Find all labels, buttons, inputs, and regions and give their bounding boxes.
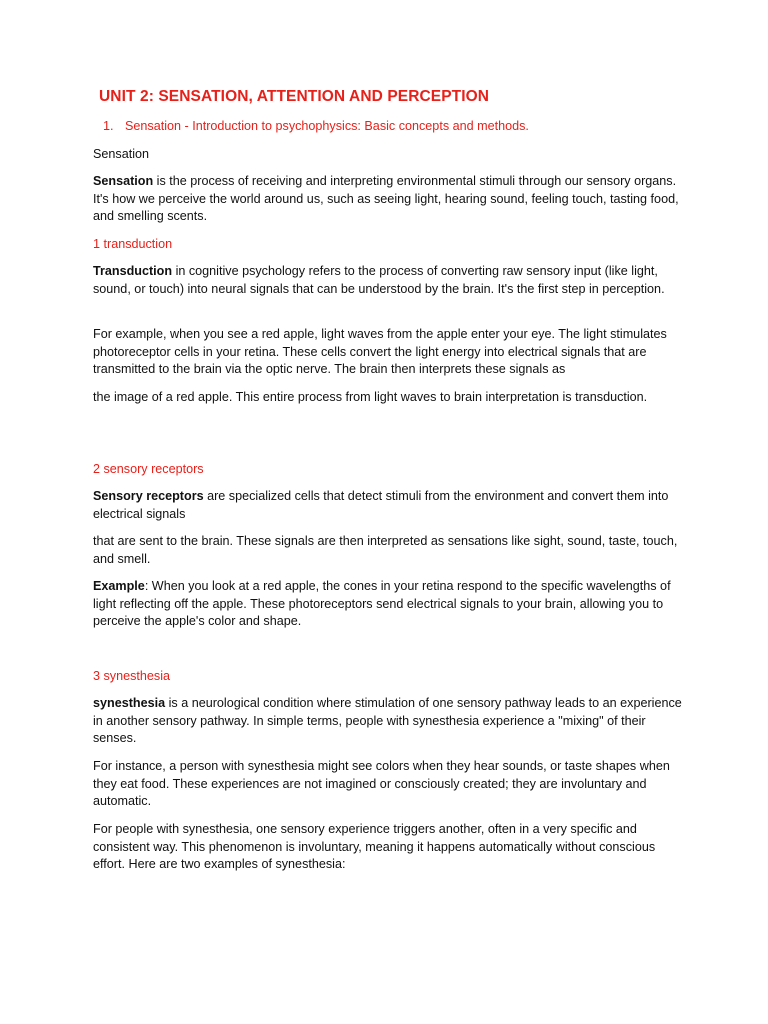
example-paragraph-2: the image of a red apple. This entire process from light waves to brain interpretation is transduction. <box>93 390 648 404</box>
receptors-example <box>93 578 683 631</box>
example-text: : When you look at a red apple, the cones in your retina respond to the specific wavelengths of light reflecting off the apple. These photoreceptors send electrical signals to your brain, allowing you to perceive the apple's color and shape. <box>93 579 671 628</box>
synesthesia-paragraph-2: For instance, a person with synesthesia might see colors when they hear sounds, or taste shapes when they eat food. These experiences are not imagined or consciously created; they are involuntary and automatic. <box>93 759 670 808</box>
transduction-paragraph <box>93 263 683 298</box>
receptors-text: are specialized cells that detect stimuli from the environment and convert them into electrical signals <box>93 489 669 521</box>
sensation-paragraph <box>93 173 683 226</box>
sensation-term: Sensation <box>93 174 154 188</box>
synesthesia-text: is a neurological condition where stimulation of one sensory pathway leads to an experience in another sensory pathway. In simple terms, people with synesthesia experience a "mixing" of their senses. <box>93 696 682 745</box>
sensation-text: is the process of receiving and interpreting environmental stimuli through our sensory organs. It's how we perceive the world around us, such as seeing light, hearing sound, feeling touch, tasting food, and smelling scents. <box>93 174 679 223</box>
list-text: Sensation - Introduction to psychophysics: Basic concepts and methods. <box>125 119 529 133</box>
synesthesia-paragraph-3: For people with synesthesia, one sensory experience triggers another, often in a very specific and consistent way. This phenomenon is involuntary, meaning it happens automatically without conscious effort. Here are two examples of synesthesia: <box>93 822 656 871</box>
transduction-text: in cognitive psychology refers to the process of converting raw sensory input (like light, sound, or touch) into neural signals that can be understood by the brain. It's the first step in perception. <box>93 264 665 296</box>
list-number: 1. <box>103 119 114 133</box>
list-item-sensation <box>103 119 529 133</box>
example-paragraph-1: For example, when you see a red apple, light waves from the apple enter your eye. The light stimulates photoreceptor cells in your retina. These cells convert the light energy into electrical signals that are transmitted to the brain via the optic nerve. The brain then interprets these signals as <box>93 327 667 376</box>
receptors-term: Sensory receptors <box>93 489 204 503</box>
receptors-heading: 2 sensory receptors <box>93 462 204 476</box>
unit-title: UNIT 2: SENSATION, ATTENTION AND PERCEPTION <box>99 88 490 105</box>
synesthesia-heading: 3 synesthesia <box>93 669 171 683</box>
receptors-paragraph-2: that are sent to the brain. These signals are then interpreted as sensations like sight, sound, taste, touch, and smell. <box>93 534 678 566</box>
example-term: Example <box>93 579 145 593</box>
synesthesia-term: synesthesia <box>93 696 166 710</box>
transduction-term: Transduction <box>93 264 173 278</box>
sensation-heading: Sensation <box>93 147 150 161</box>
transduction-heading: 1 transduction <box>93 237 173 251</box>
receptors-paragraph <box>93 488 683 523</box>
synesthesia-paragraph <box>93 695 683 748</box>
